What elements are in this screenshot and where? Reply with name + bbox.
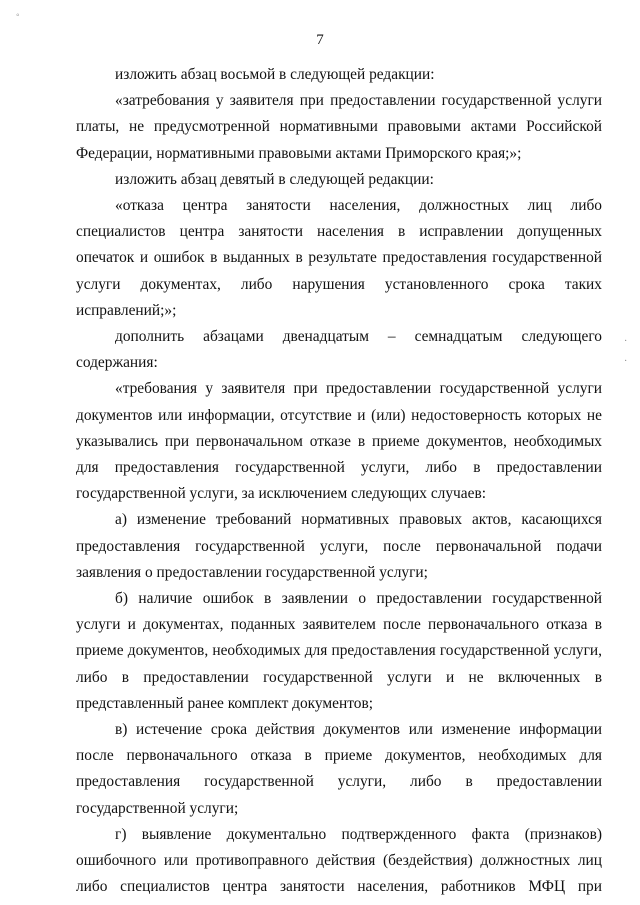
paragraph-supplement: дополнить абзацами двенадцатым – семнадцатым следующего содержания: bbox=[76, 328, 602, 372]
paragraph-item-b: б) наличие ошибок в заявлении о предоставлении государственной услуги и документах, поданных заявителем после первоначального отказа в приеме документов, необходимых для предоставления государственной услуги, либо в предоставлении государственной услуги и не включенных в представленный ранее комплект документов; bbox=[76, 590, 602, 712]
paragraph-amend-eighth: изложить абзац восьмой в следующей редакции: bbox=[115, 66, 435, 83]
paragraph-ninth-text: «отказа центра занятости населения, должностных лиц либо специалистов центра занятости населения в исправлении допущенных опечаток и ошибок в выданных в результате предоставления государственной услуги документах, либо нарушения установленного срока таких исправлений;»; bbox=[76, 197, 602, 319]
document-body bbox=[76, 62, 602, 901]
paragraph-requirement-text: «требования у заявителя при предоставлении государственной услуги документов или информации, отсутствие и (или) недостоверность которых не указывались при первоначальном отказе в приеме документов, необходимых для предоставления государственной услуги, либо в предоставлении государственной услуги, за исключением следующих случаев: bbox=[76, 380, 602, 503]
paragraph-eighth-text: «затребования у заявителя при предоставлении государственной услуги платы, не предусмотренной нормативными правовыми актами Российской Федерации, нормативными правовыми актами Приморского края;»; bbox=[76, 92, 602, 162]
scan-speck: · bbox=[624, 356, 628, 367]
page-number: 7 bbox=[316, 32, 324, 48]
scan-speck: · bbox=[624, 336, 628, 347]
paragraph-item-a: а) изменение требований нормативных правовых актов, касающихся предоставления государственной услуги, после первоначальной подачи заявления о предоставлении государственной услуги; bbox=[76, 511, 602, 581]
paragraph-amend-ninth: изложить абзац девятый в следующей редакции: bbox=[115, 170, 434, 188]
scan-speck: ◦ bbox=[16, 10, 20, 21]
paragraph-item-g: г) выявление документально подтвержденного факта (признаков) ошибочного или противоправного действия (бездействия) должностных лиц либо специалистов центра занятости населения, работников МФЦ при bbox=[76, 825, 602, 896]
paragraph-item-v: в) истечение срока действия документов или изменение информации после первоначального отказа в приеме документов, необходимых для предоставления государственной услуги, либо в предоставлении государственной услуги; bbox=[76, 721, 602, 817]
